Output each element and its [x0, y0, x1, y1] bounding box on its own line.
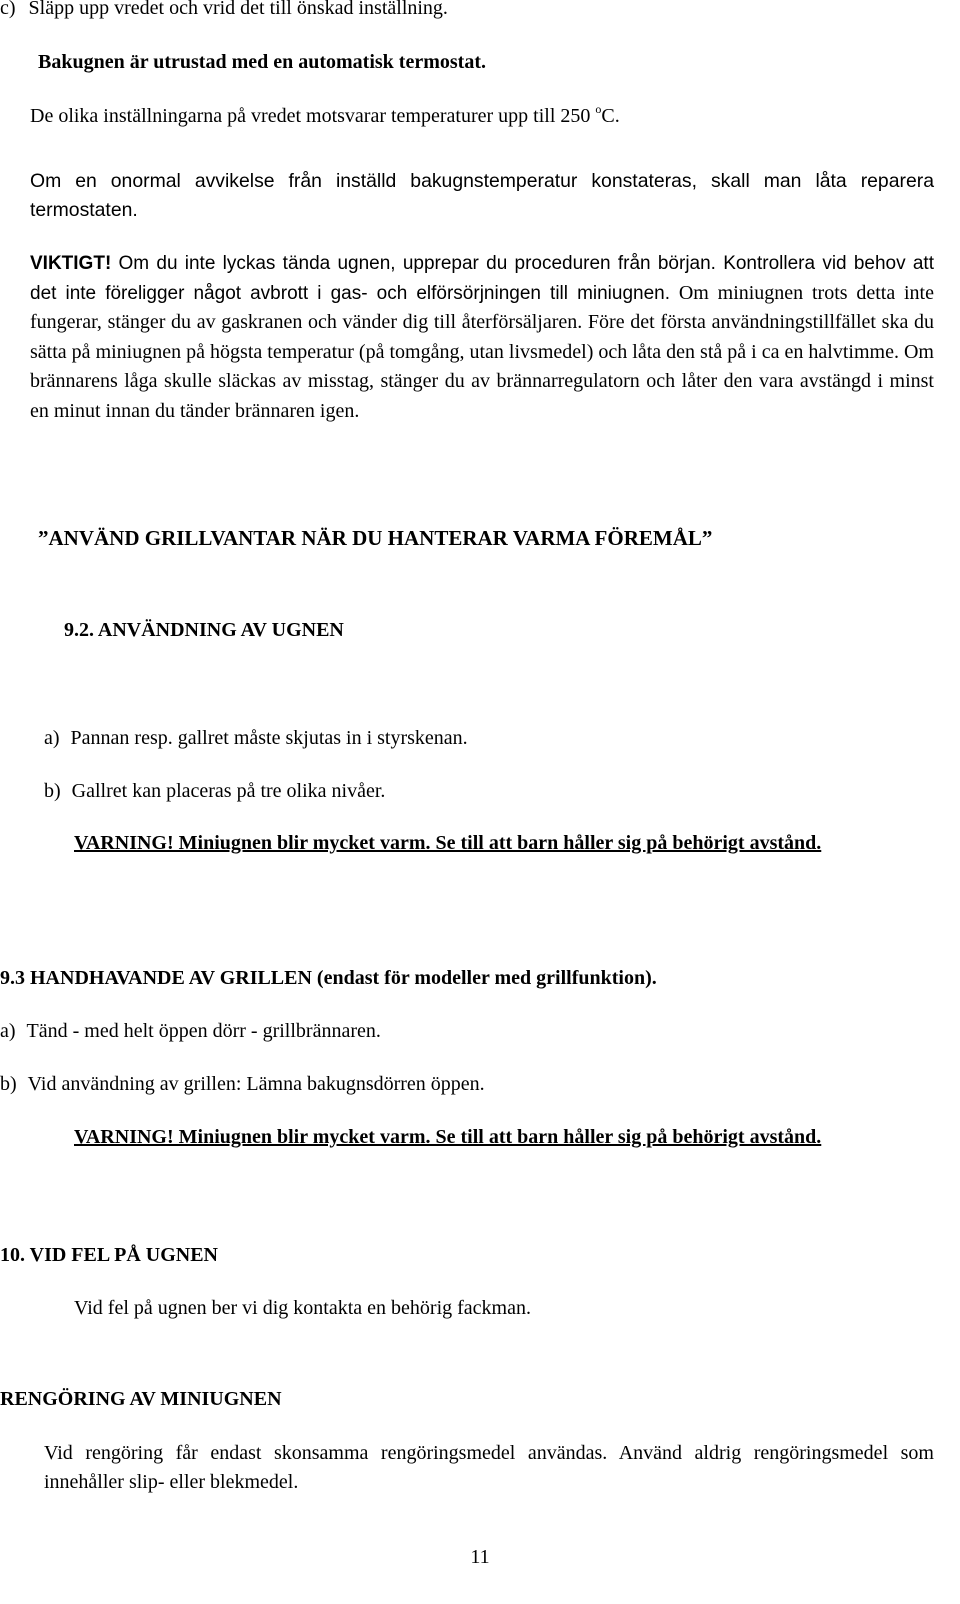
cleaning-text: Vid rengöring får endast skonsamma rengöringsmedel användas. Använd aldrig rengöringsmedel som innehåller slip- eller blekmedel. [44, 1442, 934, 1493]
section-92-warning: VARNING! Miniugnen blir mycket varm. Se till att barn håller sig på behörigt avstånd. [74, 832, 822, 854]
item-a-text: Tänd - med helt öppen dörr - grillbrännaren. [26, 1020, 381, 1042]
section-92-item-a [44, 724, 468, 753]
section-93-warning: VARNING! Miniugnen blir mycket varm. Se till att barn håller sig på behörigt avstånd. [74, 1126, 822, 1148]
item-a-label: a) [44, 727, 60, 749]
item-a-text: Pannan resp. gallret måste skjutas in i styrskenan. [70, 727, 468, 749]
step-c-label: c) [0, 0, 16, 19]
important-paragraph [30, 250, 934, 426]
thermostat-heading: Bakugnen är utrustad med en automatisk termostat. [38, 51, 486, 73]
cleaning-heading: RENGÖRING AV MINIUGNEN [0, 1388, 282, 1410]
item-a-label: a) [0, 1020, 16, 1042]
step-c-text: Släpp upp vredet och vrid det till önskad inställning. [28, 0, 448, 19]
step-c [0, 0, 448, 23]
settings-text-before: De olika inställningarna på vredet motsvarar temperaturer upp till 250 [30, 105, 591, 127]
item-b-label: b) [44, 780, 61, 802]
important-text-1: Om du inte lyckas tända ugnen, upprepar du proceduren från början. Kontrollera vid behov att det inte föreligger något avbrott i gas- och elförsörjningen till miniugnen. [30, 253, 934, 304]
degree-sup: o [595, 102, 602, 117]
item-b-text: Gallret kan placeras på tre olika nivåer. [71, 780, 386, 802]
deviation-paragraph: Om en onormal avvikelse från inställd bakugnstemperatur konstateras, skall man låta reparera termostaten. [30, 170, 934, 221]
section-92-item-b [44, 777, 385, 806]
section-93-heading: 9.3 HANDHAVANDE AV GRILLEN (endast för modeller med grillfunktion). [0, 967, 657, 989]
section-93-item-b [0, 1070, 485, 1099]
settings-text [30, 102, 620, 131]
page-number: 11 [470, 1546, 490, 1568]
section-92-heading: 9.2. ANVÄNDNING AV UGNEN [64, 619, 344, 641]
item-b-text: Vid användning av grillen: Lämna bakugnsdörren öppen. [27, 1073, 485, 1095]
item-b-label: b) [0, 1073, 17, 1095]
settings-text-after: C. [601, 105, 620, 127]
section-10-text: Vid fel på ugnen ber vi dig kontakta en behörig fackman. [74, 1297, 531, 1319]
grill-gloves-notice: ”ANVÄND GRILLVANTAR NÄR DU HANTERAR VARMA FÖREMÅL” [38, 526, 713, 550]
important-label: VIKTIGT! [30, 253, 112, 274]
section-10-heading: 10. VID FEL PÅ UGNEN [0, 1244, 218, 1266]
section-93-item-a [0, 1017, 381, 1046]
important-text-2: Om miniugnen trots detta inte fungerar, stänger du av gaskranen och vänder dig till återförsäljaren. Före det första användningstillfället ska du sätta på miniugnen på högsta temperatur (på tomgång, utan livsmedel) och låta den stå på i ca en halvtimme. Om brännarens låga skulle släckas av misstag, stänger du av brännarregulatorn och låter den vara avstängd i minst en minut innan du tänder brännaren igen. [30, 281, 934, 422]
